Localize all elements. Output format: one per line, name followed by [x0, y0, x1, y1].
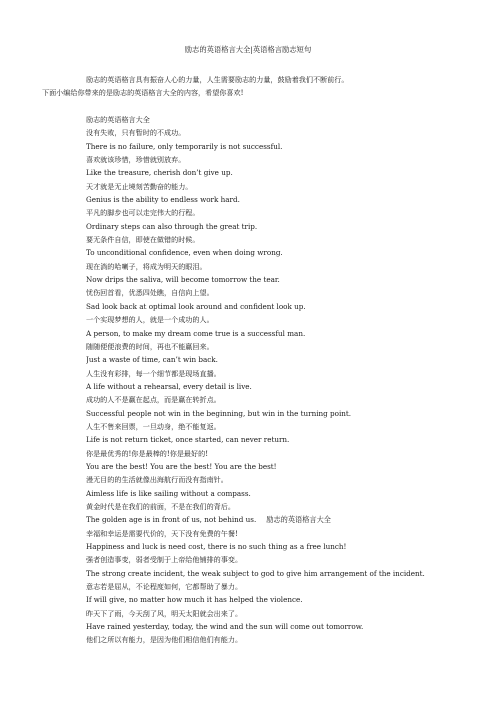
quote-text: 一个实现梦想的人，就是一个成功的人。 — [86, 315, 214, 325]
quote-english — [86, 407, 446, 420]
quote-chinese — [86, 553, 446, 566]
quote-text: You are the best! You are the best! You are the best! — [86, 461, 277, 471]
quote-text: A life without a rehearsal, every detail is live. — [86, 381, 252, 391]
quote-chinese — [86, 126, 446, 139]
quote-text: Sad look back at optimal look around and confident look up. — [86, 301, 306, 311]
quote-chinese — [86, 447, 446, 460]
quote-text: 你是最优秀的!你是最棒的!你是最好的! — [86, 448, 209, 458]
quote-text: If will give, no matter how much it has helped the violence. — [86, 595, 303, 605]
quote-text: 没有失败，只有暂时的不成功。 — [86, 128, 186, 138]
quote-text: The strong create incident, the weak subject to god to give him arrangement of the incident. — [86, 568, 425, 578]
quote-chinese — [86, 340, 446, 353]
quote-english — [86, 300, 446, 313]
quote-text: 漫无目的的生活就像出海航行而没有指南针。 — [86, 475, 228, 485]
quote-text: 黄金时代是在我们的前面，不是在我们的背后。 — [86, 501, 235, 511]
quote-english — [86, 353, 446, 366]
quote-text: A person, to make my dream come true is a successful man. — [86, 328, 306, 338]
quote-text: 忧伤回首看，优悉四处瞧，自信向上望。 — [86, 288, 214, 298]
quote-english — [86, 166, 446, 179]
quote-text: 昨天下了雨，今天刮了风，明天太阳就会出来了。 — [86, 608, 243, 618]
document-title: 励志的英语格言大全|英语格言励志短句 — [184, 45, 312, 54]
inline-heading-link[interactable]: 励志的英语格言大全 — [266, 515, 331, 525]
quote-chinese — [86, 260, 446, 273]
quote-chinese — [86, 500, 446, 513]
quote-text: Happiness and luck is need cost, there is no such thing as a free lunch! — [86, 542, 347, 551]
quote-english — [86, 433, 446, 446]
quote-text: Successful people not win in the beginning, but win in the turning point. — [86, 408, 352, 418]
quote-english — [86, 246, 446, 259]
quote-chinese — [86, 420, 446, 433]
quote-text: 平凡的脚步也可以走完伟大的行程。 — [86, 208, 200, 218]
quote-text: Aimless life is like sailing without a compass. — [86, 488, 251, 498]
intro-paragraph — [42, 73, 436, 100]
quote-text: 意志若是屈从，不论程度如何，它都帮助了暴力。 — [86, 582, 243, 592]
quote-text: 现在淌的哈喇子，将成为明天的眼泪。 — [86, 261, 207, 271]
quote-text: 人生不售来回票，一旦动身，绝不能复返。 — [86, 421, 221, 431]
quote-text: 成功的人不是赢在起点，而是赢在转折点。 — [86, 395, 221, 405]
quote-english — [86, 487, 446, 500]
quote-text: 天才就是无止境刻苦勤奋的能力。 — [86, 181, 193, 191]
quote-text: Genius is the ability to endless work hard. — [86, 195, 240, 205]
quote-chinese — [86, 153, 446, 166]
quote-english — [86, 380, 446, 393]
quote-chinese — [86, 633, 446, 646]
quote-text: Have rained yesterday, today, the wind and the sun will come out tomorrow. — [86, 622, 364, 632]
section-heading: 励志的英语格言大全 — [86, 115, 150, 124]
quote-text: 幸福和幸运是需要代价的，天下没有免费的午餐! — [86, 528, 238, 538]
quote-english — [86, 273, 446, 286]
quote-chinese — [86, 607, 446, 620]
quote-text: Life is not return ticket, once started, can never return. — [86, 435, 290, 445]
quote-english — [86, 593, 446, 606]
quote-english — [86, 193, 446, 206]
quote-text: Like the treasure, cherish don’t give up. — [86, 168, 233, 178]
quote-english — [86, 140, 446, 153]
quote-chinese — [86, 393, 446, 406]
quote-text: 要无条件自信，即使在做错的时候。 — [86, 235, 200, 245]
intro-line: 励志的英语格言具有振奋人心的力量，人生需要励志的力量，鼓励着我们不断前行。 — [86, 75, 349, 84]
quote-text: 随随便便浪费的时间，再也不能赢回来。 — [86, 341, 214, 351]
quote-english — [86, 540, 446, 553]
quote-chinese — [86, 580, 446, 593]
quote-chinese — [86, 527, 446, 540]
quote-text: 喜欢就该珍惜，珍惜就别放弃。 — [86, 155, 186, 165]
quote-english — [86, 327, 446, 340]
quote-chinese — [86, 180, 446, 193]
quote-text: To unconditional confidence, even when doing wrong. — [86, 248, 283, 258]
quote-text: 强者创造事变，弱者受制于上帝给他铺排的事变。 — [86, 555, 243, 565]
quote-text: 人生没有彩排，每一个细节都是现场直播。 — [86, 368, 221, 378]
quote-text: Ordinary steps can also through the great trip. — [86, 221, 258, 231]
quote-chinese — [86, 367, 446, 380]
quote-english — [86, 567, 446, 580]
quote-chinese — [86, 233, 446, 246]
quote-chinese — [86, 313, 446, 326]
quote-chinese — [86, 286, 446, 299]
quote-english — [86, 460, 446, 473]
quote-list — [86, 113, 446, 647]
quote-text: Now drips the saliva, will become tomorrow the tear. — [86, 275, 280, 285]
quote-text: The golden age is in front of us, not behind us. — [86, 515, 257, 525]
quote-text: 他们之所以有能力，是因为他们相信他们有能力。 — [86, 635, 243, 645]
quote-text: Just a waste of time, can’t win back. — [86, 355, 218, 365]
quote-english — [86, 620, 446, 633]
quote-chinese — [86, 473, 446, 486]
intro-line: 下面小编给你带来的是励志的英语格言大全的内容，希望你喜欢! — [42, 88, 244, 98]
quote-english — [86, 220, 446, 233]
quote-chinese — [86, 206, 446, 219]
quote-english — [86, 513, 446, 526]
quote-text: There is no failure, only temporarily is not successful. — [86, 141, 283, 151]
